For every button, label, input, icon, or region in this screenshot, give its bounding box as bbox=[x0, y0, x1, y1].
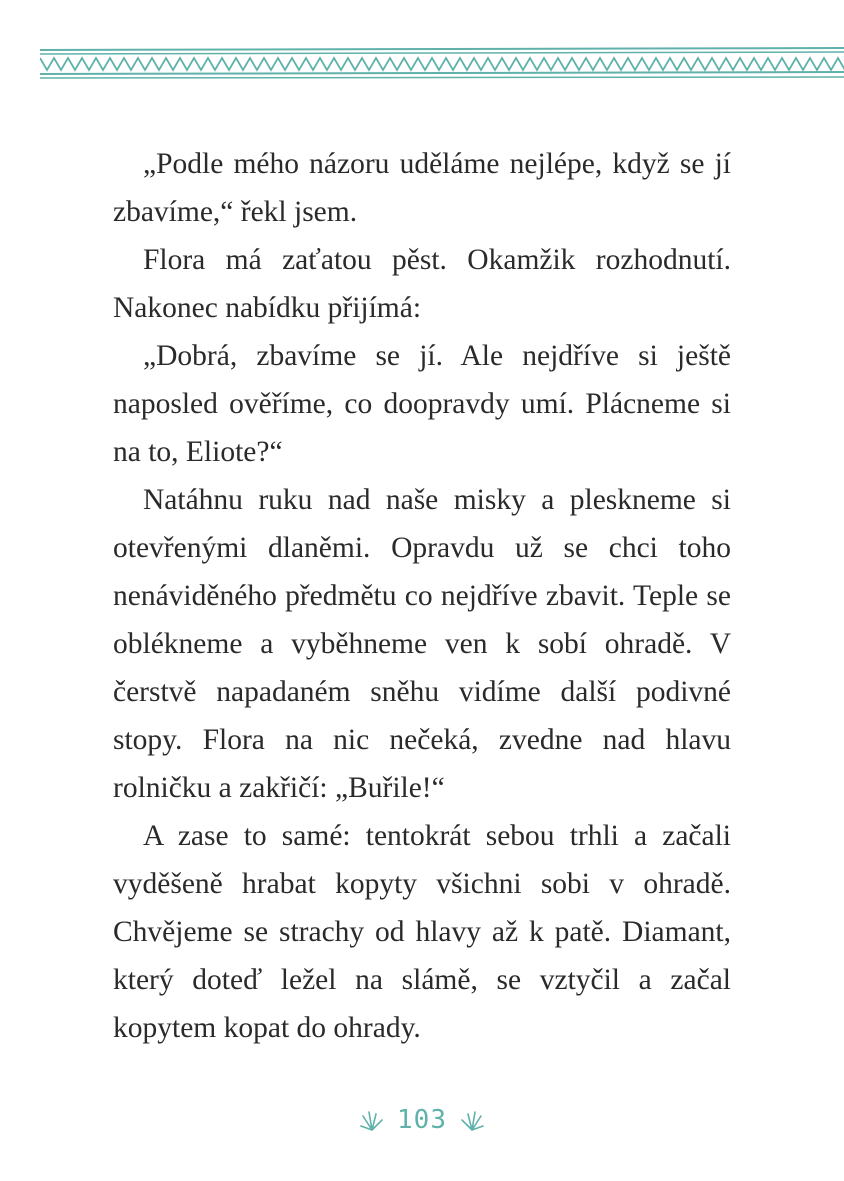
body-text bbox=[113, 140, 731, 1052]
decorative-zigzag-border bbox=[40, 44, 844, 84]
paragraph: „Dobrá, zbavíme se jí. Ale nejdříve si ještě naposled ověříme, co doopravdy umí. Plácneme si na to, Eliote?“ bbox=[113, 340, 731, 468]
paragraph: „Podle mého názoru uděláme nejlépe, když se jí zbavíme,“ řekl jsem. bbox=[113, 148, 731, 228]
paragraph: A zase to samé: tentokrát sebou trhli a začali vyděšeně hrabat kopyty všichni sobi v ohradě. Chvějeme se strachy od hlavy až k patě. Diamant, který doteď ležel na slámě, se vztyčil a začal kopytem kopat do ohrady. bbox=[113, 820, 731, 1044]
paragraph: Natáhnu ruku nad naše misky a pleskneme si otevřenými dlaněmi. Opravdu už se chci toho nenáviděného předmětu co nejdříve zbavit. Teple se oblékneme a vyběhneme ven k sobí ohradě. V čerstvě napadaném sněhu vidíme další podivné stopy. Flora na nic nečeká, zvedne nad hlavu rolničku a zakřičí: „Buřile!“ bbox=[113, 484, 731, 804]
page-footer bbox=[0, 1098, 844, 1142]
grass-sprig-icon bbox=[459, 1108, 485, 1132]
page-number: 103 bbox=[397, 1105, 447, 1135]
grass-sprig-icon bbox=[359, 1108, 385, 1132]
paragraph: Flora má zaťatou pěst. Okamžik rozhodnutí. Nakonec nabídku přijímá: bbox=[113, 244, 731, 324]
